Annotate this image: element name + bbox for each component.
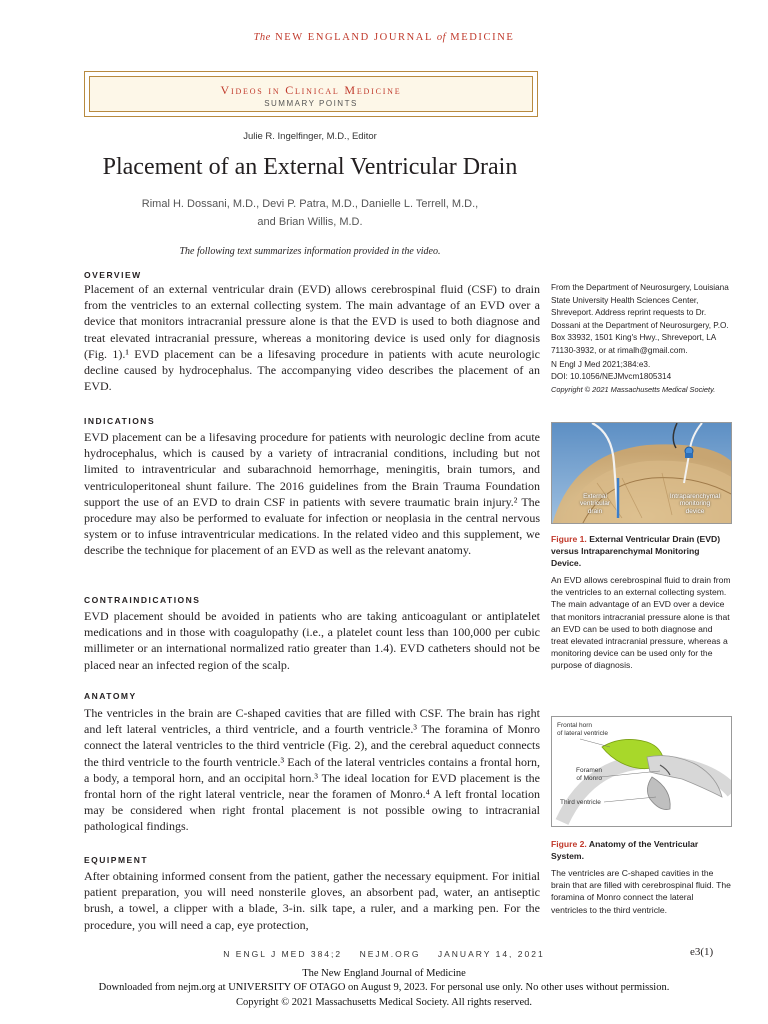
figure-1-label-left: External ventricular drain xyxy=(580,493,610,515)
figure-2-label-frontal-horn: Frontal horn of lateral ventricle xyxy=(557,722,608,737)
figure-1-title: Figure 1. External Ventricular Drain (EVD) versus Intraparenchymal Monitoring Device. xyxy=(551,534,721,569)
author-list: Rimal H. Dossani, M.D., Devi P. Patra, M.D., Danielle L. Terrell, M.D., and Brian Willis, M.D. xyxy=(141,198,479,228)
banner-subtitle: SUMMARY POINTS xyxy=(264,99,358,108)
section-text-contraindications: EVD placement should be avoided in patients who are taking anticoagulant or antiplatelet medications and in those with coagulopathy (i.e., a platelet count less than 100,000 per cubic millimeter or an international normalized ratio greater than 1.4). EVD catheters should not be placed near an infected region of the scalp. xyxy=(84,609,540,672)
section-text-overview: Placement of an external ventricular drain (EVD) allows cerebrospinal fluid (CSF) to drain from the ventricles to an external collecting system. The main advantage of an EVD over a device that monitors intracranial pressure alone is that the EVD is used to both diagnose and treat elevated intracranial pressure, whereas a monitoring device is used only for diagnosis (Fig. 1).¹ EVD placement can be a lifesaving procedure in patients with acute neurologic decline caused by hydrocephalus. The accompanying video describes the placement of an EVD. xyxy=(84,282,540,394)
editor-line: Julie R. Ingelfinger, M.D., Editor xyxy=(243,131,377,142)
figure-1-label-right: Intraparenchymal monitoring device xyxy=(669,493,721,515)
figure-2-title: Figure 2. Anatomy of the Ventricular System. xyxy=(551,839,699,862)
section-heading-contraindications: CONTRAINDICATIONS xyxy=(84,595,201,605)
footer-citation: N ENGL J MED 384;2 NEJM.ORG JANUARY 14, 2021 xyxy=(223,949,545,959)
page-number: e3(1) xyxy=(690,946,714,958)
running-head: The NEW ENGLAND JOURNAL of MEDICINE xyxy=(253,32,515,43)
section-heading-equipment: EQUIPMENT xyxy=(84,855,149,865)
figure-1-caption: An EVD allows cerebrospinal fluid to drain from the ventricles to an external collecting system. The main advantage of an EVD over a device that monitors intracranial pressure alone is that an EVD can be used to both diagnose and treat elevated intracranial pressure, whereas a monitoring device can be used only for the purpose of diagnosis. xyxy=(551,575,731,671)
section-heading-anatomy: ANATOMY xyxy=(84,691,137,701)
intro-note: The following text summarizes information provided in the video. xyxy=(179,246,441,257)
section-text-indications: EVD placement can be a lifesaving procedure for patients with neurologic decline from acute hydrocephalus, which is caused by a variety of intracranial conditions, including but not limited to intraventricular and subarachnoid hemorrhage, meningitis, brain tumors, and ventriculoperitoneal shunt failure. The 2016 guidelines from the Brain Trauma Foundation support the use of an EVD to drain CSF in patients with severe traumatic brain injury.² The procedure may also be performed to evaluate for infection or neoplasia in the central nervous system or to infuse intraventricular medications. In the related video and this supplement, we describe the technique for placement of an EVD as well as the relevant anatomy. xyxy=(84,430,540,558)
section-banner xyxy=(84,71,538,117)
banner-title: Videos in Clinical Medicine xyxy=(220,83,402,97)
figure-2-label-foramen: Foramen of Monro xyxy=(576,767,603,782)
download-notice: The New England Journal of Medicine Downloaded from nejm.org at UNIVERSITY OF OTAGO on August 9, 2023. For personal use only. No other uses without permission. Copyright © 2021 Massachusetts Medical Society. All rights reserved. xyxy=(98,968,670,1008)
figure-1-image xyxy=(551,422,732,524)
figure-2-caption: The ventricles are C-shaped cavities in the brain that are filled with cerebrospinal fluid. The foramina of Monro connect the lateral ventricles to the third ventricle. xyxy=(551,868,731,915)
section-text-anatomy: The ventricles in the brain are C-shaped cavities that are filled with CSF. The brain has right and left lateral ventricles, a third ventricle, and a fourth ventricle.³ The foramina of Monro connect the lateral ventricles to the third ventricle (Fig. 2), and the cerebral aqueduct connects the third ventricle to the fourth ventricle.³ Each of the lateral ventricles contains a frontal horn, a body, a temporal horn, and an occipital horn.³ The ideal location for EVD placement is the frontal horn of the right lateral ventricle, near the foramen of Monro.⁴ A left frontal location may be considered when right frontal placement is not possible owing to intracranial pathological findings. xyxy=(84,706,540,834)
figure-2-image xyxy=(551,716,732,827)
section-heading-indications: INDICATIONS xyxy=(84,416,156,426)
affiliation-note: From the Department of Neurosurgery, Louisiana State University Health Sciences Center, Shreveport. Address reprint requests to Dr. Dossani at the Department of Neurosurgery, P.O. Box 33932, 1501 King's Hwy., Shreveport, LA 71130-3932, or at rimalh@gmail.com. N Engl J Med 2021;384:e3. DOI: 10.1056/NEJMvcm1805314 Copyright © 2021 Massachusetts Medical Society. xyxy=(551,283,729,394)
article-title: Placement of an External Ventricular Drain xyxy=(102,154,518,180)
section-text-equipment: After obtaining informed consent from the patient, gather the necessary equipment. For initial patient preparation, you will need nonsterile gloves, an absorbent pad, water, an antiseptic brush, a towel, a clipper with a blade, 3-in. silk tape, a ruler, and a marking pen. For the procedure, you will need a cap, eye protection, xyxy=(84,869,540,932)
figure-2-label-third-ventricle: Third ventricle xyxy=(560,799,601,806)
section-heading-overview: OVERVIEW xyxy=(84,270,142,280)
